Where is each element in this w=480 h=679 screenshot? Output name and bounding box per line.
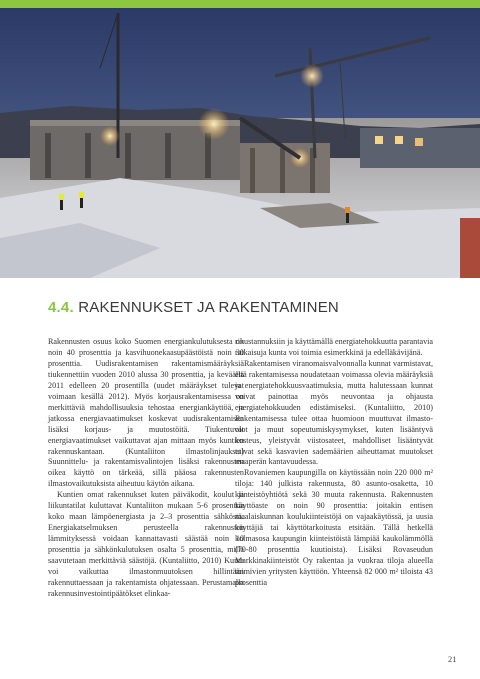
- left-column: [48, 337, 244, 600]
- section-heading: [48, 299, 339, 316]
- hero-photo: [0, 8, 480, 278]
- paragraph: Rakennusten osuus koko Suomen energiankulutuksesta on noin 40 prosenttia ja kasvihuonekaasupäästöistä noin 30 prosenttia. Uudisrakentamisen rakentamismääräyksiä tiukennettiin vuoden 2010 alussa 30 prosenttia, ja keväällä 2011 edelleen 20 prosentilla (uudet määräykset tulevat voimaan kesällä 2012). Myös korjausrakentamisessa on merkittäviä mahdollisuuksia tehostaa energiankäyttöä, ja jatkossa energiavaatimukset koskevat uudisrakentamisen lisäksi korjaus- ja muutostöitä. Tiukentuvat energiavaatimukset vaikuttavat ajan mittaan myös kuntien rakennuskantaan. (Kuntaliiton ilmastolinjaukset) Suunnittelu- ja rakentamisvalintojen lisäksi rakennusten oikea käyttö on tärkeää, sillä pääosa rakennusten ilmastovaikutuksista aiheutuu käytön aikana.: [48, 337, 244, 489]
- accent-top-bar: [0, 0, 480, 8]
- section-number: 4.4.: [48, 299, 74, 316]
- paragraph: Rovaniemen kaupungilla on käytössään noin 220 000 m² tiloja: 140 julkista rakennusta, 80 asunto-osaketta, 10 kiinteistöyhtiötä sekä 30 muuta rakennusta. Rakennusten käyttöaste on noin 90 prosenttia: joitakin entisen maalaiskunnan koulukiinteistöjä on vajaakäytössä, ja uusia käyttäjiä tai käyttötarkoitusta etsitään. Tällä hetkellä kolmasosa kaupungin kiinteistöistä lämpiää kaukolämmöllä (70-80 prosenttia kuutioista). Lisäksi Rovaseudun Markkinakiinteistöt Oy rakentaa ja vuokraa tiloja alueella toimivien yritysten käyttöön. Yhteensä 82 000 m² tiloista 43 prosenttia: [235, 468, 433, 587]
- paragraph: Kuntien omat rakennukset kuten päiväkodit, koulut ja liikuntatilat kuluttavat Kuntaliiton mukaan 5-6 prosenttia koko maan lämpöenergiasta ja 2–3 prosenttia sähköstä. Energiakatselmuksen perusteella rakennusten lämmityksessä voidaan kannattavasti säästää noin 10 prosenttia ja sähkönkulutuksen osalta 5 prosenttia, millä saavutetaan merkittäviä säästöjä. (Kuntaliitto, 2010) Kunta voi vaikuttaa ilmastonmuutoksen hillintään rakennuttaessaan ja rakentamista ohjatessaan. Perustamalla rakennusinvestointipäätökset elinkaa-: [48, 490, 244, 598]
- right-column: [235, 337, 433, 589]
- paragraph: Rakentamisen viranomaisvalvonnalla kunnat varmistavat, että rakentamisessa noudatetaan voimassa olevia määräyksiä ja energiatehokkuusvaatimuksia, mutta halutessaan kunnat voivat painottaa myös neuvontaa ja ohjausta energiatehokkuuden edistämiseksi. (Kuntaliitto, 2010) Rakentamisessa tulee ottaa huomioon muuttuvat ilmasto-olot ja muut sopeutumiskysymykset, kuten lisääntyvä kosteus, yleistyvät viistosateet, mahdolliset lisääntyvät tulvat sekä kasvavien sademäärien aiheuttamat muutokset maaperän kantavuudessa.: [235, 358, 433, 467]
- page-number: 21: [448, 654, 457, 664]
- section-title: RAKENNUKSET JA RAKENTAMINEN: [78, 299, 339, 316]
- construction-site-image: [0, 8, 480, 278]
- paragraph: rikustannuksiin ja käyttämällä energiatehokkuutta parantavia ratkaisuja kunta voi toimia esimerkkinä ja edelläkävijänä.: [235, 337, 433, 357]
